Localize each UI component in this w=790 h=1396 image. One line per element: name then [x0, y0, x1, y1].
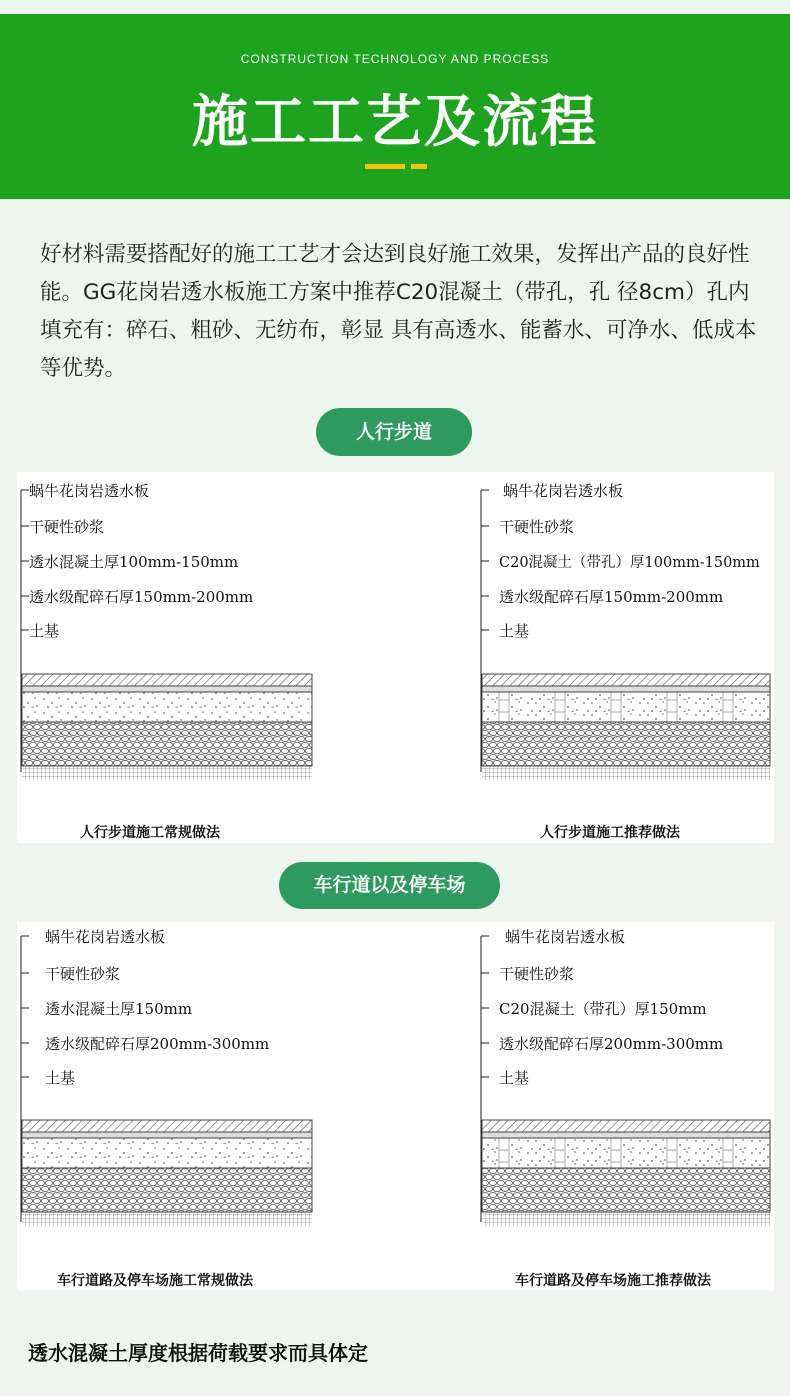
header-banner — [0, 14, 790, 199]
footer-note: 透水混凝土厚度根据荷载要求而具体定 — [28, 1341, 368, 1365]
header-accent-bar-left — [365, 164, 405, 169]
layer-label: 干硬性砂浆 — [29, 518, 105, 536]
layer-label: 透水混凝土厚100mm-150mm — [29, 553, 239, 571]
diagram-caption: 人行步道施工常规做法 — [80, 825, 220, 841]
layer-label: 干硬性砂浆 — [499, 518, 575, 536]
layer-label: 土基 — [29, 622, 60, 640]
layer-label: 土基 — [499, 1069, 530, 1087]
diagram-caption: 车行道路及停车场施工推荐做法 — [515, 1273, 711, 1289]
intro-paragraph: 好材料需要搭配好的施工工艺才会达到良好施工效果，发挥出产品的良好性能。GG花岗岩透水板施工方案中推荐C20混凝土（带孔，孔 径8cm）孔内填充有：碎石、粗砂、无纺布，彰显 具有高透水、能蓄水、可净水、低成本等优势。 — [40, 242, 757, 381]
roadway-left-diagram — [17, 922, 317, 1290]
layer-label: 蜗牛花岗岩透水板 — [29, 482, 150, 500]
layer-label: 蜗牛花岗岩透水板 — [505, 928, 626, 946]
layer-label: 透水级配碎石厚200mm-300mm — [45, 1035, 270, 1053]
layer-label: 透水级配碎石厚150mm-200mm — [29, 588, 254, 606]
layer-label: 干硬性砂浆 — [45, 965, 121, 983]
sidewalk-right-diagram — [477, 472, 774, 843]
roadway-panel — [17, 922, 774, 1290]
layer-label: 土基 — [499, 622, 530, 640]
layer-label: 蜗牛花岗岩透水板 — [45, 928, 166, 946]
layer-label: 透水混凝土厚150mm — [45, 1000, 193, 1018]
layer-label: C20混凝土（带孔）厚150mm — [499, 1000, 707, 1018]
roadway-right-diagram — [477, 922, 774, 1290]
sidewalk-left-diagram — [17, 472, 317, 843]
layer-label: C20混凝土（带孔）厚100mm-150mm — [499, 555, 760, 571]
page-title: 施工工艺及流程 — [192, 90, 598, 155]
layer-label: 蜗牛花岗岩透水板 — [503, 482, 624, 500]
layer-label: 土基 — [45, 1069, 76, 1087]
sidewalk-panel — [17, 472, 774, 843]
layer-label: 透水级配碎石厚150mm-200mm — [499, 588, 724, 606]
layer-label: 干硬性砂浆 — [499, 965, 575, 983]
diagram-caption: 车行道路及停车场施工常规做法 — [57, 1273, 253, 1289]
section-label-sidewalk: 人行步道 — [316, 408, 472, 456]
header-accent-bar-right — [411, 164, 427, 169]
header-subtitle: CONSTRUCTION TECHNOLOGY AND PROCESS — [240, 52, 550, 66]
diagram-caption: 人行步道施工推荐做法 — [540, 825, 680, 841]
layer-label: 透水级配碎石厚200mm-300mm — [499, 1035, 724, 1053]
section-label-roadway: 车行道以及停车场 — [279, 862, 500, 909]
